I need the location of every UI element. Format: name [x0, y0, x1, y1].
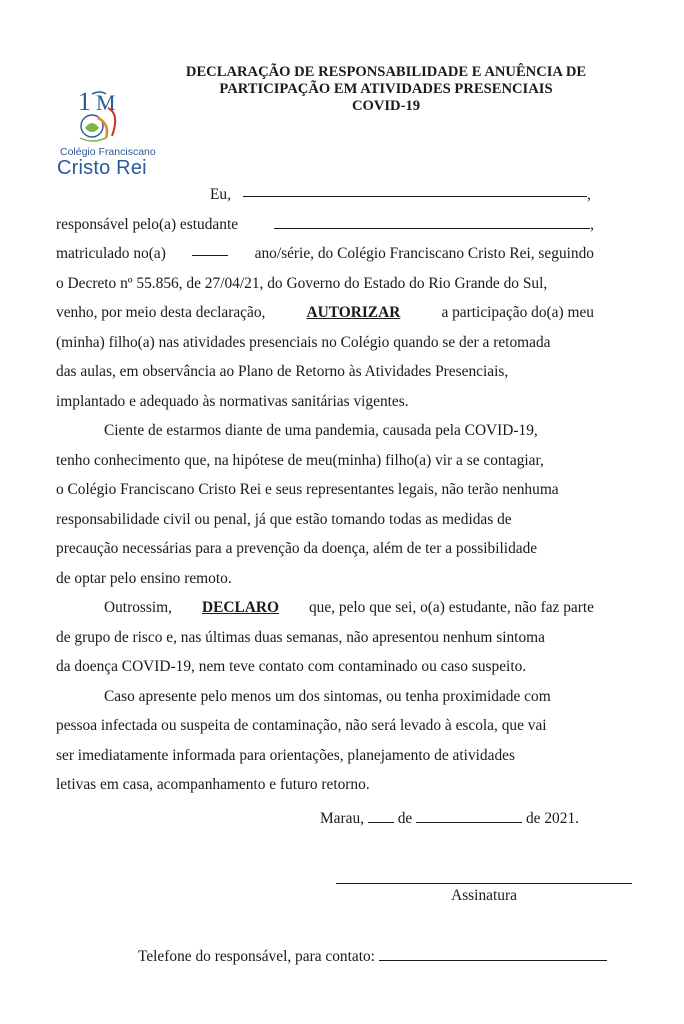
- logo-text-small: Colégio Franciscano: [60, 146, 156, 158]
- p4-line-1: Caso apresente pelo menos um dos sintomas, ou tenha proximidade com: [104, 687, 551, 705]
- title-line-2: PARTICIPAÇÃO EM ATIVIDADES PRESENCIAIS: [219, 81, 553, 97]
- name-blank[interactable]: [243, 180, 587, 197]
- title-line-1: DECLARAÇÃO DE RESPONSABILIDADE E ANUÊNCIA DE: [185, 64, 587, 80]
- grade-blank[interactable]: [192, 239, 228, 256]
- p3-line-2: de grupo de risco e, nas últimas duas semanas, não apresentou nenhum sintoma: [56, 628, 545, 646]
- p1-line-3: matriculado no(a) ano/série, do Colégio Franciscano Cristo Rei, seguindo: [56, 239, 594, 269]
- p2-line-1: Ciente de estarmos diante de uma pandemia, causada pela COVID-19,: [104, 422, 538, 439]
- document-title: [160, 64, 612, 115]
- date-line: Marau, de de 2021.: [320, 806, 579, 828]
- school-logo: [50, 88, 160, 180]
- logo-emblem-icon: [72, 88, 142, 148]
- svg-text:1: 1: [78, 88, 91, 116]
- p4-line-3: ser imediatamente informada para orientações, planejamento de atividades: [56, 746, 515, 764]
- p1-line-4: o Decreto nº 55.856, de 27/04/21, do Governo do Estado do Rio Grande do Sul,: [56, 274, 548, 292]
- p1-line-6: (minha) filho(a) nas atividades presenciais no Colégio quando se der a retomada: [56, 333, 551, 351]
- p1-line-7: das aulas, em observância ao Plano de Retorno às Atividades Presenciais,: [56, 363, 509, 380]
- p4-line-2: pessoa infectada ou suspeita de contaminação, não será levado à escola, que vai: [56, 717, 547, 734]
- p2-line-6: de optar pelo ensino remoto.: [56, 569, 232, 587]
- p2-line-5: precaução necessárias para a prevenção da doença, além de ter a possibilidade: [56, 540, 538, 557]
- phone-line: Telefone do responsável, para contato:: [138, 944, 607, 966]
- title-line-3: COVID-19: [351, 98, 421, 114]
- p4-line-4: letivas em casa, acompanhamento e futuro retorno.: [56, 776, 370, 793]
- signature-label: Assinatura: [451, 887, 517, 904]
- p1-line-8: implantado e adequado às normativas sanitárias vigentes.: [56, 392, 409, 410]
- document-body: [56, 180, 594, 800]
- svg-text:M: M: [96, 90, 116, 115]
- p1-line-1: Eu, ,: [56, 180, 594, 210]
- signature-line[interactable]: [336, 883, 632, 884]
- p2-line-3: o Colégio Franciscano Cristo Rei e seus representantes legais, não terão nenhuma: [56, 481, 559, 498]
- p2-line-2: tenho conhecimento que, na hipótese de meu(minha) filho(a) vir a se contagiar,: [56, 451, 544, 469]
- p2-line-4: responsabilidade civil ou penal, já que estão tomando todas as medidas de: [56, 510, 512, 528]
- p1-line-2: responsável pelo(a) estudante ,: [56, 210, 594, 240]
- phone-blank[interactable]: [379, 944, 607, 961]
- p3-line-3: da doença COVID-19, nem teve contato com contaminado ou caso suspeito.: [56, 658, 527, 675]
- student-blank[interactable]: [274, 212, 590, 229]
- p1-line-5: venho, por meio desta declaração, AUTORIZAR a participação do(a) meu: [56, 298, 594, 328]
- declaro-emphasis: DECLARO: [201, 599, 279, 616]
- month-blank[interactable]: [416, 806, 522, 823]
- logo-text-big: Cristo Rei: [57, 157, 147, 179]
- autorizar-emphasis: AUTORIZAR: [306, 304, 401, 321]
- day-blank[interactable]: [368, 806, 394, 823]
- p3-line-1: Outrossim, DECLARO que, pelo que sei, o(a) estudante, não faz parte: [56, 593, 594, 623]
